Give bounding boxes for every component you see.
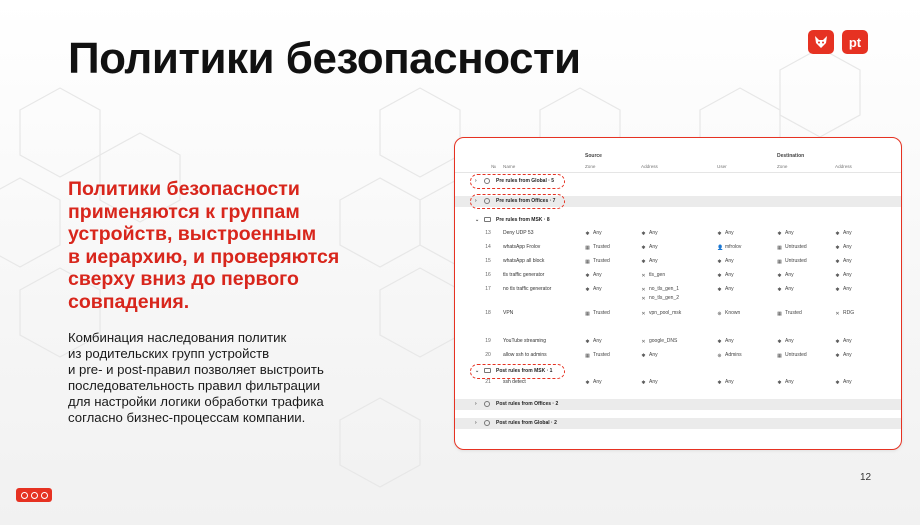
page-title: Политики безопасности [68, 34, 581, 83]
rule-number: 14 [485, 244, 491, 250]
col-src-zone: Zone [585, 164, 596, 169]
cell-text: Trusted [593, 352, 610, 358]
cell-text: Untrusted [785, 352, 807, 358]
group-label: Post rules from Global · 2 [496, 420, 557, 426]
cell-user [717, 379, 734, 386]
cell-src-addr [641, 352, 658, 359]
cell-dst-zone [777, 379, 794, 386]
rule-number: 19 [485, 338, 491, 344]
zone-icon: ▦ [777, 245, 782, 251]
asterisk-icon: ✱ [641, 380, 646, 386]
group-label: Post rules from MSK · 1 [496, 368, 553, 374]
asterisk-icon: ✱ [585, 287, 590, 293]
zone-icon: ▦ [777, 259, 782, 265]
cell-user [717, 258, 734, 265]
rule-name: VPN [503, 310, 514, 316]
cell-text: Any [593, 379, 602, 385]
cell-text: mfrolov [725, 244, 742, 250]
cell-text: Any [843, 258, 852, 264]
cell-dst-zone [777, 230, 794, 237]
globe-icon [484, 401, 490, 407]
user-group-icon: ⊕ [717, 353, 722, 359]
cell-dst-addr [835, 310, 854, 317]
group-post-offices[interactable] [455, 399, 901, 410]
asterisk-icon: ✱ [835, 259, 840, 265]
cell-text: Any [649, 258, 658, 264]
cell-src-addr [641, 310, 681, 317]
col-num: № [491, 164, 496, 169]
lead-line: совпадения. [68, 290, 190, 313]
cell-src-zone [585, 272, 602, 279]
rule-number: 21 [485, 379, 491, 385]
asterisk-icon: ✱ [585, 339, 590, 345]
cell-src-addr [641, 272, 665, 279]
cell-text: Known [725, 310, 741, 316]
body-text [68, 330, 324, 426]
highlight-post-msk [470, 364, 565, 379]
rule-number: 17 [485, 286, 491, 292]
cell-dst-zone [777, 352, 807, 359]
asterisk-icon: ✱ [835, 231, 840, 237]
cell-text: Any [725, 286, 734, 292]
asterisk-icon: ✱ [717, 273, 722, 279]
network-icon: ✕ [641, 311, 646, 317]
globe-icon [484, 420, 490, 426]
asterisk-icon: ✱ [717, 259, 722, 265]
cell-text: Any [725, 379, 734, 385]
cell-src-zone [585, 258, 610, 265]
cell-src-addr [641, 230, 658, 237]
cell-src-addr-2 [641, 295, 679, 302]
cell-text: Any [725, 230, 734, 236]
col-user: User [717, 164, 727, 169]
asterisk-icon: ✱ [777, 231, 782, 237]
cell-src-zone [585, 338, 602, 345]
cell-text: Any [843, 230, 852, 236]
cell-text: Any [593, 286, 602, 292]
cell-text: Any [649, 244, 658, 250]
network-icon: ✕ [641, 339, 646, 345]
cell-text: vpn_pool_msk [649, 310, 682, 316]
group-post-global[interactable] [455, 418, 901, 429]
cell-src-zone [585, 379, 602, 386]
cell-dst-addr [835, 286, 852, 293]
col-dst-zone: Zone [777, 164, 788, 169]
cell-text: Any [843, 244, 852, 250]
lead-line: устройств, выстроенным [68, 223, 317, 245]
network-icon: ✕ [641, 287, 646, 293]
page-number: 12 [860, 472, 872, 483]
table-row[interactable] [455, 244, 901, 256]
cell-text: Trusted [593, 244, 610, 250]
cell-text: Any [593, 230, 602, 236]
cell-text: Any [785, 286, 794, 292]
asterisk-icon: ✱ [717, 287, 722, 293]
asterisk-icon: ✱ [835, 273, 840, 279]
cell-text: Any [843, 379, 852, 385]
col-name: Name [503, 164, 516, 169]
cell-text: RDG [843, 310, 855, 316]
asterisk-icon: ✱ [717, 339, 722, 345]
cell-text: Untrusted [785, 258, 807, 264]
body-line: Комбинация наследования политик [68, 330, 287, 345]
cell-src-zone [585, 352, 610, 359]
asterisk-icon: ✱ [777, 287, 782, 293]
chevron-down-icon: ⌄ [475, 368, 480, 374]
rule-name: allow ssh to admins [503, 352, 547, 358]
asterisk-icon: ✱ [641, 353, 646, 359]
brand-logos [808, 30, 868, 54]
fox-icon [808, 30, 834, 54]
asterisk-icon: ✱ [835, 339, 840, 345]
cell-text: Any [649, 379, 658, 385]
footer-logo [16, 488, 52, 502]
lead-line: Политики безопасности [68, 178, 300, 200]
zone-icon: ▦ [777, 311, 782, 317]
body-line: из родительских групп устройств [68, 346, 270, 361]
asterisk-icon: ✱ [585, 231, 590, 237]
chevron-right-icon: › [475, 198, 477, 204]
table-row[interactable] [455, 286, 901, 302]
cell-text: no_tls_gen_2 [649, 295, 680, 301]
table-row[interactable] [455, 352, 901, 364]
rule-number: 13 [485, 230, 491, 236]
cell-src-zone [585, 244, 610, 251]
zone-icon: ▦ [585, 259, 590, 265]
col-dst-address: Address [835, 164, 852, 169]
cell-text: Any [843, 272, 852, 278]
table-row[interactable] [455, 379, 901, 391]
cell-text: Any [593, 272, 602, 278]
cell-text: Any [785, 379, 794, 385]
cell-user [717, 272, 734, 279]
cell-text: Trusted [593, 310, 610, 316]
cell-text: Any [649, 352, 658, 358]
asterisk-icon: ✱ [835, 380, 840, 386]
group-label: Post rules from Offices · 2 [496, 401, 559, 407]
rule-number: 15 [485, 258, 491, 264]
cell-dst-addr [835, 352, 852, 359]
rule-name: Deny UDP 53 [503, 230, 534, 236]
folder-icon [484, 217, 491, 222]
cell-dst-addr [835, 230, 852, 237]
group-pre-msk[interactable] [455, 215, 901, 226]
asterisk-icon: ✱ [585, 380, 590, 386]
chevron-right-icon: › [475, 420, 477, 426]
table-row[interactable] [455, 310, 901, 322]
cell-dst-addr [835, 258, 852, 265]
cell-src-addr [641, 258, 658, 265]
body-line: для настройки логики обработки трафика [68, 394, 324, 409]
highlight-pre-offices [470, 194, 565, 209]
body-line: согласно бизнес-процессам компании. [68, 410, 306, 425]
group-label: Pre rules from MSK · 8 [496, 217, 550, 223]
asterisk-icon: ✱ [585, 273, 590, 279]
source-group-header: Source [585, 153, 602, 159]
cell-text: Any [593, 338, 602, 344]
cell-dst-zone [777, 244, 807, 251]
chevron-right-icon: › [475, 178, 477, 184]
asterisk-icon: ✱ [717, 231, 722, 237]
rule-name: no tls traffic generator [503, 286, 552, 292]
rule-name: tls traffic generator [503, 272, 545, 278]
cell-src-zone [585, 230, 602, 237]
cell-src-zone [585, 310, 610, 317]
asterisk-icon: ✱ [777, 380, 782, 386]
col-src-address: Address [641, 164, 658, 169]
cell-text: Any [725, 272, 734, 278]
cell-text: tls_gen [649, 272, 666, 278]
cell-user [717, 230, 734, 237]
cell-text: Any [843, 338, 852, 344]
cell-dst-addr [835, 338, 852, 345]
lead-line: в иерархию, и проверяются [68, 245, 340, 268]
rule-name: whatsApp Frolov [503, 244, 541, 250]
cell-dst-zone [777, 258, 807, 265]
cell-text: Untrusted [785, 244, 807, 250]
cell-user [717, 352, 742, 359]
asterisk-icon: ✱ [835, 353, 840, 359]
lead-text [68, 178, 418, 313]
destination-group-header: Destination [777, 153, 805, 159]
cell-text: Any [843, 286, 852, 292]
asterisk-icon: ✱ [641, 259, 646, 265]
lead-line: сверху вниз до первого [68, 268, 299, 290]
zone-icon: ▦ [585, 245, 590, 251]
pt-logo: pt [842, 30, 868, 54]
zone-icon: ▦ [585, 311, 590, 317]
cell-user [717, 286, 734, 293]
cell-text: Any [785, 230, 794, 236]
highlight-pre-global [470, 174, 565, 189]
cell-text: Any [649, 230, 658, 236]
cell-text: Any [843, 352, 852, 358]
user-icon: 👤 [717, 245, 724, 251]
cell-text: Any [785, 272, 794, 278]
cell-user [717, 338, 734, 345]
cell-user [717, 310, 740, 317]
asterisk-icon: ✱ [777, 273, 782, 279]
user-group-icon: ⊕ [717, 311, 722, 317]
cell-text: Trusted [593, 258, 610, 264]
zone-icon: ▦ [585, 353, 590, 359]
body-line: и pre- и post-правил позволяет выстроить [68, 362, 324, 377]
body-line: последовательность правил фильтрации [68, 378, 321, 393]
network-icon: ✕ [835, 311, 840, 317]
cell-dst-zone [777, 310, 802, 317]
chevron-right-icon: › [475, 401, 477, 407]
cell-user [717, 244, 741, 251]
table-row[interactable] [455, 272, 901, 284]
rule-number: 18 [485, 310, 491, 316]
cell-src-addr [641, 338, 677, 345]
cell-text: Any [725, 258, 734, 264]
chevron-down-icon: ⌄ [475, 217, 480, 223]
zone-icon: ▦ [777, 353, 782, 359]
policy-table-screenshot [454, 137, 902, 450]
cell-dst-addr [835, 272, 852, 279]
rule-number: 20 [485, 352, 491, 358]
cell-text: no_tls_gen_1 [649, 286, 680, 292]
cell-src-addr [641, 286, 679, 293]
group-label: Pre rules from Global · 5 [496, 178, 555, 184]
cell-dst-zone [777, 272, 794, 279]
asterisk-icon: ✱ [641, 245, 646, 251]
group-label: Pre rules from Offices · 7 [496, 198, 556, 204]
cell-text: Trusted [785, 310, 802, 316]
asterisk-icon: ✱ [835, 245, 840, 251]
cell-dst-addr [835, 379, 852, 386]
cell-dst-zone [777, 286, 794, 293]
cell-text: Any [785, 338, 794, 344]
asterisk-icon: ✱ [835, 287, 840, 293]
cell-text: Admins [725, 352, 742, 358]
rule-name: whatsApp all block [503, 258, 545, 264]
asterisk-icon: ✱ [641, 231, 646, 237]
cell-text: Any [725, 338, 734, 344]
cell-dst-addr [835, 244, 852, 251]
table-row[interactable] [455, 338, 901, 350]
rule-name: ssh detect [503, 379, 526, 385]
rule-name: YouTube streaming [503, 338, 546, 344]
network-icon: ✕ [641, 296, 646, 302]
rule-number: 16 [485, 272, 491, 278]
column-header-row [455, 163, 901, 173]
cell-src-addr [641, 379, 658, 386]
cell-src-addr [641, 244, 658, 251]
cell-src-zone [585, 286, 602, 293]
lead-line: применяются к группам [68, 200, 300, 223]
cell-text: google_DNS [649, 338, 678, 344]
cell-dst-zone [777, 338, 794, 345]
asterisk-icon: ✱ [717, 380, 722, 386]
table-row[interactable] [455, 230, 901, 242]
table-row[interactable] [455, 258, 901, 270]
asterisk-icon: ✱ [777, 339, 782, 345]
network-icon: ✕ [641, 273, 646, 279]
